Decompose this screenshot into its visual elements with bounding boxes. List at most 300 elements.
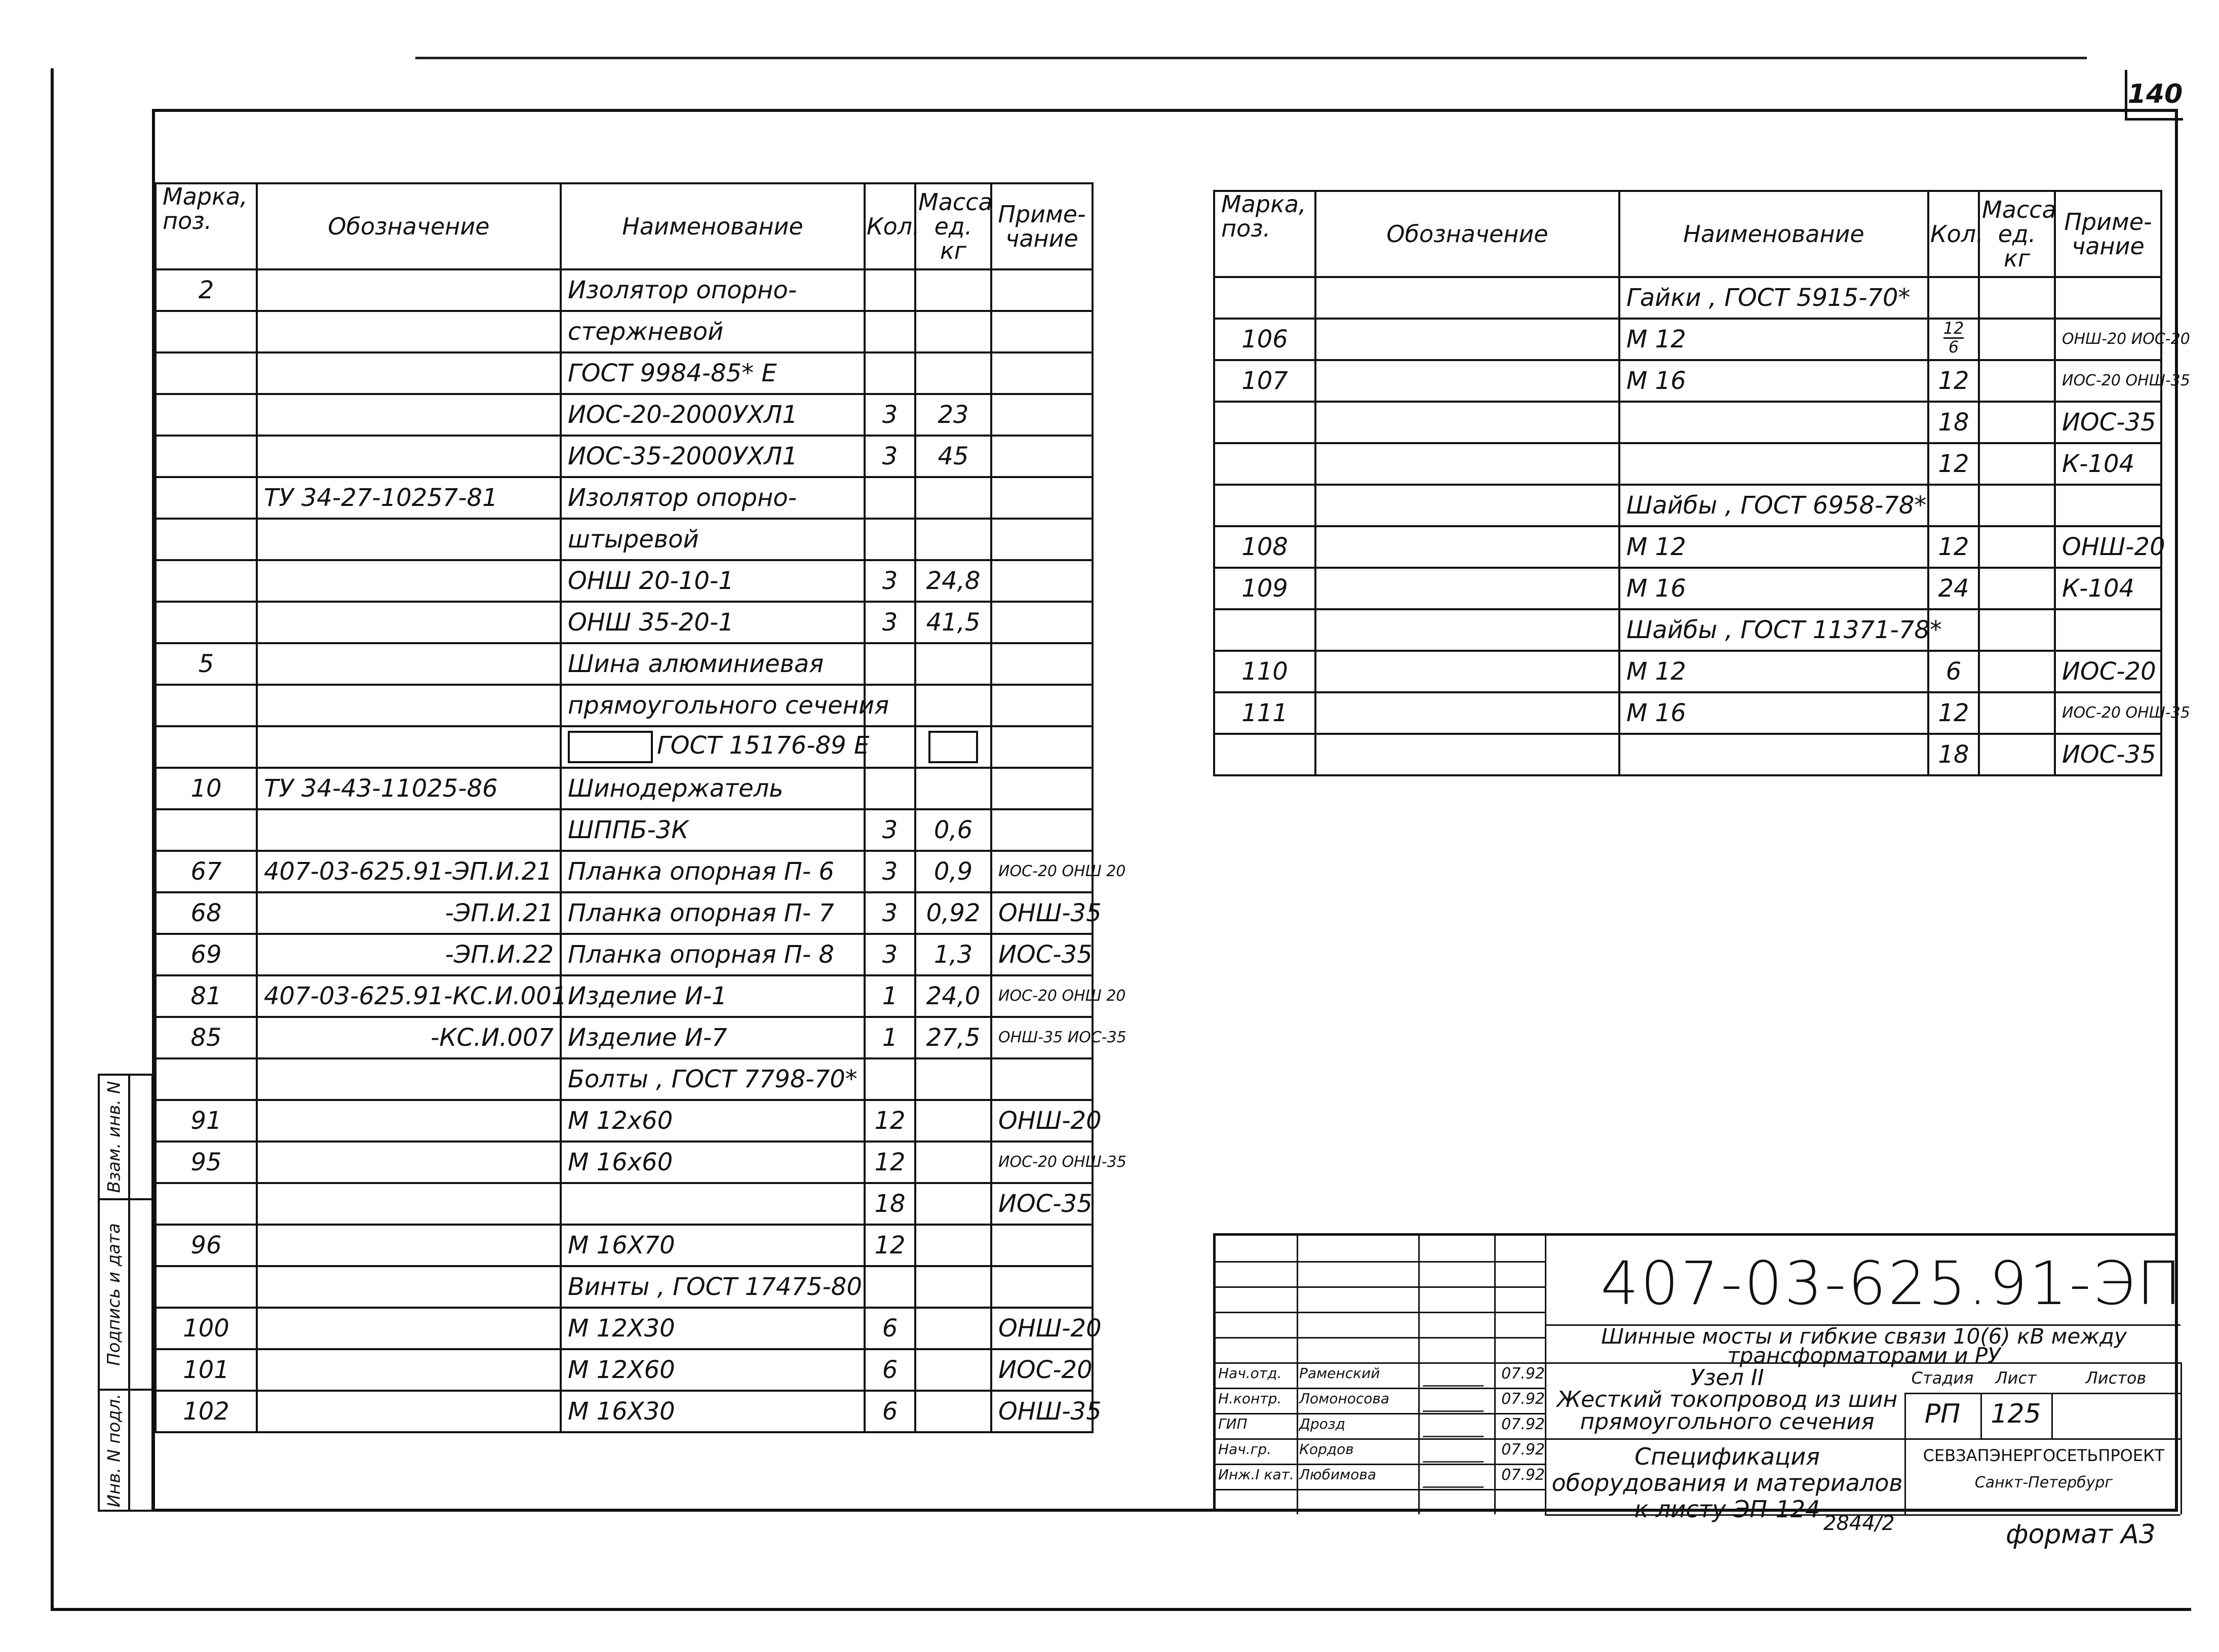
name-cell: ИОС-35-2000УХЛ1: [561, 436, 865, 477]
qty-cell: 1: [865, 1017, 915, 1058]
sheets-label: Листов: [2085, 1368, 2147, 1388]
mass-cell: [1979, 609, 2055, 651]
designation-cell: [1315, 609, 1619, 651]
table-row: [155, 1100, 1093, 1142]
mark-cell: 106: [1214, 319, 1315, 360]
qty-cell: 12: [865, 1142, 915, 1183]
mark-cell: [155, 809, 257, 851]
name-cell: М 16Х70: [561, 1225, 865, 1266]
mass-cell: [1979, 526, 2055, 568]
mark-cell: [155, 685, 257, 726]
designation-cell: [257, 352, 561, 394]
signature-mark: [1423, 1470, 1490, 1488]
designation-cell: [257, 1183, 561, 1225]
mark-cell: [155, 394, 257, 436]
name-cell: Шина алюминиевая: [561, 643, 865, 685]
note-cell: ИОС-35: [2055, 734, 2161, 775]
name-cell: М 12: [1619, 526, 1928, 568]
table-row: [155, 1225, 1093, 1266]
name-cell: ОНШ 20-10-1: [561, 560, 865, 602]
mass-cell: [1979, 277, 2055, 319]
person-role: Нач.гр.: [1218, 1441, 1272, 1458]
mark-cell: [1214, 402, 1315, 443]
qty-cell: [865, 311, 915, 352]
qty-cell: [865, 1266, 915, 1308]
blank-field-box: [568, 731, 653, 763]
qty-cell: 12: [1928, 360, 1979, 402]
mass-cell: [915, 1308, 991, 1349]
designation-cell: [1315, 360, 1619, 402]
mass-cell: 41,5: [915, 602, 991, 643]
top-border-line: [415, 57, 2087, 59]
note-cell: [991, 602, 1093, 643]
mass-cell: [1979, 402, 2055, 443]
table-row: [155, 311, 1093, 352]
table-row: [155, 560, 1093, 602]
mark-cell: [155, 1058, 257, 1100]
designation-cell: [1315, 734, 1619, 775]
qty-cell: 24: [1928, 568, 1979, 609]
header-note: Приме- чание: [991, 183, 1093, 269]
designation-cell: [1315, 277, 1619, 319]
mass-cell: [915, 269, 991, 311]
table-row: [155, 685, 1093, 726]
mass-cell: [1979, 692, 2055, 734]
name-cell: М 16: [1619, 360, 1928, 402]
mark-cell: 111: [1214, 692, 1315, 734]
table-row: [1214, 402, 2161, 443]
name-cell: М 16: [1619, 692, 1928, 734]
name-cell: Шайбы , ГОСТ 11371-78*: [1619, 609, 1928, 651]
header-mark: Марка, поз.: [155, 183, 257, 269]
spec-title: Спецификация оборудования и материалов к листу ЭП-124: [1551, 1443, 1903, 1523]
header-designation: Обозначение: [257, 183, 561, 269]
qty-cell: [865, 643, 915, 685]
note-cell: [991, 394, 1093, 436]
note-cell: ОНШ-20: [991, 1100, 1093, 1142]
note-cell: ИОС-20: [2055, 651, 2161, 692]
qty-cell: 3: [865, 394, 915, 436]
designation-cell: [257, 394, 561, 436]
designation-cell: [1315, 319, 1619, 360]
note-cell: [991, 768, 1093, 809]
table-row: [155, 1058, 1093, 1100]
note-cell: [991, 643, 1093, 685]
table-row: [155, 394, 1093, 436]
designation-cell: [257, 1266, 561, 1308]
note-cell: ИОС-35: [2055, 402, 2161, 443]
designation-cell: [1315, 568, 1619, 609]
note-cell: [991, 1225, 1093, 1266]
note-cell: ИОС-35: [991, 1183, 1093, 1225]
designation-cell: [1315, 692, 1619, 734]
name-cell: Гайки , ГОСТ 5915-70*: [1619, 277, 1928, 319]
table-row: [1214, 692, 2161, 734]
designation-cell: [257, 311, 561, 352]
name-cell: М 12: [1619, 319, 1928, 360]
note-cell: ИОС-20 ОНШ 20: [991, 975, 1093, 1017]
designation-cell: [257, 560, 561, 602]
note-cell: ИОС-20: [991, 1349, 1093, 1391]
table-row: [155, 352, 1093, 394]
mark-cell: [1214, 277, 1315, 319]
name-cell: Планка опорная П- 8: [561, 934, 865, 975]
sheet-label: Лист: [1995, 1368, 2037, 1388]
blank-field-box: [928, 731, 978, 763]
mark-cell: [1214, 443, 1315, 485]
designation-cell: [257, 1058, 561, 1100]
note-cell: ИОС-20 ОНШ-35: [2055, 360, 2161, 402]
name-cell: [1619, 443, 1928, 485]
mark-cell: 67: [155, 851, 257, 892]
table-row: [155, 477, 1093, 519]
table-row: [155, 602, 1093, 643]
note-cell: ОНШ-35 ИОС-35: [991, 1017, 1093, 1058]
note-cell: ОНШ-20 ИОС-20: [2055, 319, 2161, 360]
mass-cell: [915, 726, 991, 768]
table-row: [155, 643, 1093, 685]
mark-cell: 68: [155, 892, 257, 934]
designation-cell: -КС.И.007: [257, 1017, 561, 1058]
node-subtitle: Жесткий токопровод из шин прямоугольного сечения: [1556, 1387, 1898, 1435]
qty-cell: 3: [865, 892, 915, 934]
name-cell: ОНШ 35-20-1: [561, 602, 865, 643]
qty-cell: [865, 269, 915, 311]
mass-cell: 24,0: [915, 975, 991, 1017]
designation-cell: [257, 436, 561, 477]
note-cell: ИОС-20 ОНШ 20: [991, 851, 1093, 892]
qty-cell: 6: [1928, 651, 1979, 692]
name-cell: М 12х60: [561, 1100, 865, 1142]
table-row: [1214, 651, 2161, 692]
qty-cell: 12: [1928, 692, 1979, 734]
table-row: [155, 934, 1093, 975]
mass-cell: [915, 643, 991, 685]
name-cell: [561, 726, 870, 768]
mark-cell: 107: [1214, 360, 1315, 402]
side-strip-inv-orig: [98, 1389, 153, 1512]
mass-cell: 0,9: [915, 851, 991, 892]
document-code: 407-03-625.91-ЭП: [1601, 1248, 2184, 1318]
note-cell: [991, 560, 1093, 602]
archive-number: 2844/2: [1823, 1512, 1895, 1535]
header-name: Наименование: [1619, 191, 1928, 277]
qty-cell: [865, 519, 915, 560]
note-cell: ИОС-35: [991, 934, 1093, 975]
qty-denominator: 6: [1948, 337, 1959, 357]
table-row: [1214, 443, 2161, 485]
mark-cell: 81: [155, 975, 257, 1017]
table-row: [1214, 609, 2161, 651]
name-cell: Шайбы , ГОСТ 6958-78*: [1619, 485, 1928, 526]
name-cell: Изделие И-1: [561, 975, 865, 1017]
stage-value: РП: [1924, 1399, 1961, 1429]
table-row: [155, 975, 1093, 1017]
mark-cell: 102: [155, 1391, 257, 1432]
name-cell: ИОС-20-2000УХЛ1: [561, 394, 865, 436]
table-row: [1214, 277, 2161, 319]
mark-cell: 108: [1214, 526, 1315, 568]
header-designation: Обозначение: [1315, 191, 1619, 277]
qty-cell: [865, 726, 915, 768]
note-cell: [2055, 609, 2161, 651]
inv-sub-label: Взам. инв. N: [104, 1081, 125, 1193]
signature-mark: [1423, 1445, 1490, 1463]
designation-cell: [1315, 402, 1619, 443]
header-name: Наименование: [561, 183, 865, 269]
name-cell: М 12Х30: [561, 1308, 865, 1349]
qty-cell: 12: [1928, 443, 1979, 485]
qty-cell: [1928, 485, 1979, 526]
note-cell: [991, 519, 1093, 560]
mass-cell: [1979, 485, 2055, 526]
person-name: Кордов: [1299, 1441, 1354, 1458]
mass-cell: [1979, 443, 2055, 485]
table-row: [155, 436, 1093, 477]
name-cell: прямоугольного сечения: [561, 685, 865, 726]
person-role: Н.контр.: [1218, 1390, 1282, 1407]
mass-cell: [915, 1225, 991, 1266]
table-row: [155, 1349, 1093, 1391]
person-role: Инж.I кат.: [1218, 1466, 1294, 1483]
table-row: [155, 1308, 1093, 1349]
mark-cell: [155, 560, 257, 602]
table-row: [1214, 526, 2161, 568]
designation-cell: -ЭП.И.21: [257, 892, 561, 934]
sign-date-label: Подпись и дата: [104, 1223, 125, 1366]
mass-cell: [915, 1391, 991, 1432]
name-cell: М 12: [1619, 651, 1928, 692]
header-mark: Марка, поз.: [1214, 191, 1315, 277]
note-cell: К-104: [2055, 443, 2161, 485]
name-cell: М 16Х30: [561, 1391, 865, 1432]
designation-cell: [257, 519, 561, 560]
stage-label: Стадия: [1911, 1368, 1974, 1388]
note-cell: [991, 477, 1093, 519]
note-cell: ОНШ-35: [991, 1391, 1093, 1432]
qty-cell: 12: [1928, 526, 1979, 568]
mass-cell: [915, 311, 991, 352]
mass-cell: [915, 352, 991, 394]
mark-cell: [155, 602, 257, 643]
mark-cell: 110: [1214, 651, 1315, 692]
mass-cell: 23: [915, 394, 991, 436]
format-label: формат А3: [2006, 1519, 2156, 1550]
qty-cell: [865, 477, 915, 519]
mark-cell: [1214, 485, 1315, 526]
mark-cell: [1214, 609, 1315, 651]
mark-cell: [155, 519, 257, 560]
person-name: Раменский: [1299, 1365, 1380, 1382]
header-mass: Масса ед. кг: [1979, 191, 2055, 277]
header-qty: Кол.: [865, 183, 915, 269]
table-row: [155, 1266, 1093, 1308]
mark-cell: [155, 436, 257, 477]
note-cell: ОНШ-35: [991, 892, 1093, 934]
note-cell: ИОС-20 ОНШ-35: [991, 1142, 1093, 1183]
signature-mark: [1423, 1394, 1490, 1412]
table-row: [155, 269, 1093, 311]
mark-cell: 10: [155, 768, 257, 809]
note-cell: [991, 809, 1093, 851]
designation-cell: [257, 726, 561, 768]
designation-cell: [257, 602, 561, 643]
mark-cell: [155, 1266, 257, 1308]
designation-cell: 407-03-625.91-КС.И.001: [257, 975, 561, 1017]
mark-cell: 2: [155, 269, 257, 311]
mark-cell: 85: [155, 1017, 257, 1058]
qty-cell: 1: [865, 975, 915, 1017]
qty-cell: [1928, 319, 1979, 360]
name-cell: Изолятор опорно-: [561, 269, 865, 311]
mass-cell: 0,92: [915, 892, 991, 934]
qty-cell: [865, 1058, 915, 1100]
mass-cell: [915, 768, 991, 809]
table-row: [155, 892, 1093, 934]
mark-cell: 101: [155, 1349, 257, 1391]
qty-fraction: [1943, 320, 1964, 356]
table-row: [1214, 319, 2161, 360]
table-row: [1214, 360, 2161, 402]
left-spec-table: [154, 182, 1126, 1433]
mark-cell: 69: [155, 934, 257, 975]
side-strip-inv-sub: [98, 1074, 153, 1200]
mark-cell: [155, 477, 257, 519]
note-cell: [991, 726, 1093, 768]
note-cell: [991, 1266, 1093, 1308]
table-row: [155, 809, 1093, 851]
person-date: 07.92: [1501, 1415, 1545, 1433]
table-row: [155, 1142, 1093, 1183]
qty-cell: 12: [865, 1225, 915, 1266]
designation-cell: [257, 1225, 561, 1266]
project-title: Шинные мосты и гибкие связи 10(6) кВ между трансформаторами и РУ: [1601, 1324, 2127, 1368]
qty-cell: 6: [865, 1308, 915, 1349]
designation-cell: [257, 1391, 561, 1432]
name-cell: [1619, 734, 1928, 775]
name-cell: М 16: [1619, 568, 1928, 609]
mark-cell: 91: [155, 1100, 257, 1142]
organization-name: СЕВЗАПЭНЕРГОСЕТЬПРОЕКТ: [1923, 1446, 2165, 1465]
node-title: Узел II: [1690, 1365, 1764, 1391]
designation-cell: [257, 269, 561, 311]
designation-cell: [257, 1308, 561, 1349]
mass-cell: [1979, 734, 2055, 775]
mass-cell: 45: [915, 436, 991, 477]
mass-cell: [1979, 651, 2055, 692]
table-row: [155, 726, 1093, 768]
header-qty: Кол.: [1928, 191, 1979, 277]
name-cell: М 12Х60: [561, 1349, 865, 1391]
qty-cell: 18: [1928, 402, 1979, 443]
mass-cell: [915, 1266, 991, 1308]
sheet-value: 125: [1991, 1399, 2041, 1429]
person-date: 07.92: [1501, 1441, 1545, 1459]
note-cell: [991, 352, 1093, 394]
name-cell: ГОСТ 9984-85* Е: [561, 352, 865, 394]
mass-cell: [1979, 568, 2055, 609]
note-cell: [991, 685, 1093, 726]
header-mass: Масса ед. кг: [915, 183, 991, 269]
inv-orig-label: Инв. N подл.: [104, 1393, 125, 1507]
name-cell: Винты , ГОСТ 17475-80: [561, 1266, 865, 1308]
table-row: [155, 519, 1093, 560]
qty-cell: 3: [865, 602, 915, 643]
qty-cell: 6: [865, 1391, 915, 1432]
mark-cell: 96: [155, 1225, 257, 1266]
mass-cell: [915, 685, 991, 726]
name-cell: Изделие И-7: [561, 1017, 865, 1058]
name-cell: ШППБ-3К: [561, 809, 865, 851]
sheet-number: 140: [2125, 70, 2183, 121]
designation-cell: [257, 809, 561, 851]
mark-cell: [155, 311, 257, 352]
mass-cell: [915, 519, 991, 560]
person-date: 07.92: [1501, 1365, 1545, 1383]
designation-cell: -ЭП.И.22: [257, 934, 561, 975]
designation-cell: [1315, 443, 1619, 485]
note-cell: [991, 436, 1093, 477]
person-date: 07.92: [1501, 1466, 1545, 1484]
designation-cell: [257, 1100, 561, 1142]
mass-cell: [915, 1349, 991, 1391]
header-note: Приме- чание: [2055, 191, 2161, 277]
right-spec-table: [1213, 190, 2190, 776]
mark-cell: [1214, 734, 1315, 775]
note-cell: [2055, 485, 2161, 526]
table-row: [1214, 568, 2161, 609]
mass-cell: [915, 1183, 991, 1225]
qty-cell: 18: [865, 1183, 915, 1225]
qty-cell: 3: [865, 560, 915, 602]
mass-cell: [1979, 319, 2055, 360]
name-cell: Планка опорная П- 7: [561, 892, 865, 934]
name-cell: Планка опорная П- 6: [561, 851, 865, 892]
designation-cell: ТУ 34-43-11025-86: [257, 768, 561, 809]
mark-cell: 100: [155, 1308, 257, 1349]
qty-cell: 12: [865, 1100, 915, 1142]
note-cell: [2055, 277, 2161, 319]
person-name: Любимова: [1299, 1466, 1377, 1483]
signature-mark: [1423, 1369, 1490, 1387]
table-row: [155, 1183, 1093, 1225]
designation-cell: [1315, 526, 1619, 568]
side-strip-sign-date: [98, 1198, 153, 1391]
mark-cell: 5: [155, 643, 257, 685]
person-date: 07.92: [1501, 1390, 1545, 1408]
person-name: Ломоносова: [1299, 1390, 1390, 1407]
table-row: [155, 1391, 1093, 1432]
qty-cell: [865, 352, 915, 394]
name-cell: [561, 1183, 865, 1225]
name-text: ГОСТ 15176-89 Е: [657, 731, 870, 760]
mass-cell: [915, 477, 991, 519]
designation-cell: [1315, 485, 1619, 526]
qty-cell: [1928, 277, 1979, 319]
person-name: Дрозд: [1299, 1415, 1346, 1432]
designation-cell: [257, 1349, 561, 1391]
mass-cell: [1979, 360, 2055, 402]
table-row: [155, 768, 1093, 809]
table-row: [1214, 734, 2161, 775]
qty-cell: [865, 768, 915, 809]
mark-cell: 95: [155, 1142, 257, 1183]
qty-cell: 3: [865, 851, 915, 892]
note-cell: ОНШ-20: [2055, 526, 2161, 568]
name-cell: Изолятор опорно-: [561, 477, 865, 519]
name-cell: [1619, 402, 1928, 443]
mass-cell: [915, 1142, 991, 1183]
